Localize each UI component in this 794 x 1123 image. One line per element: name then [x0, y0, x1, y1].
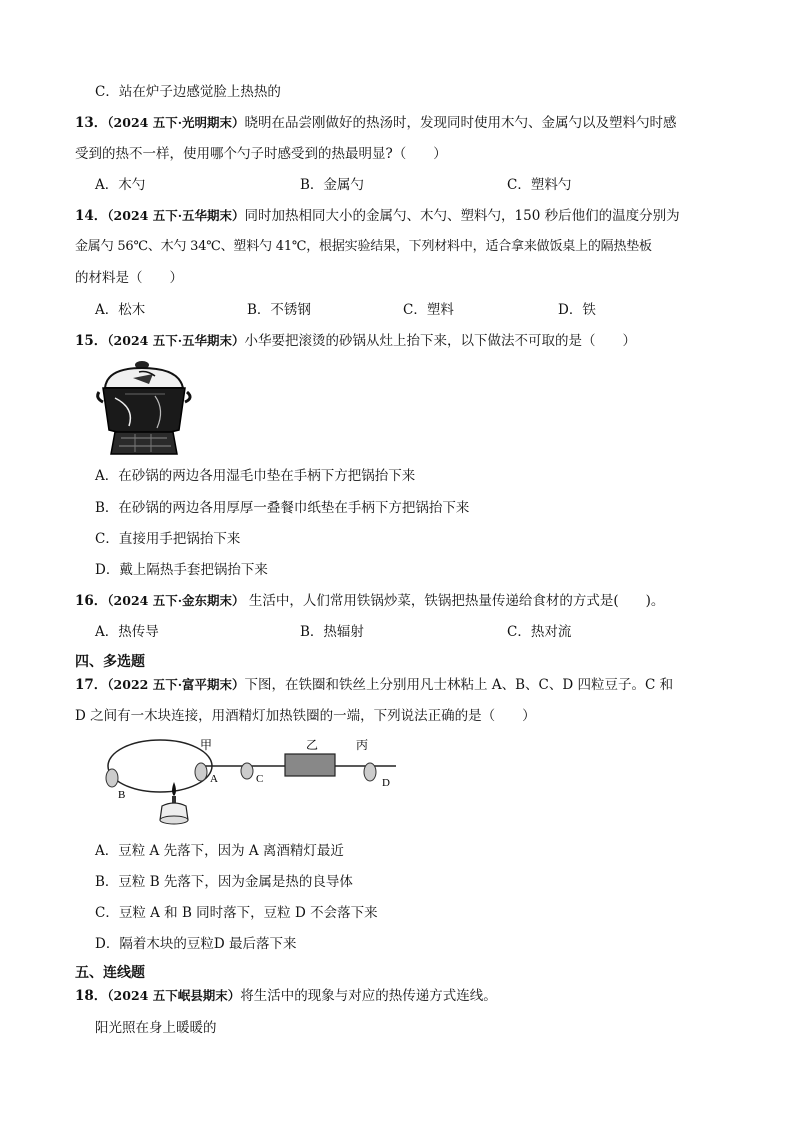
q13-source: （2024 五下·光明期末）: [107, 115, 245, 130]
casserole-pot-image: [95, 358, 195, 456]
q18-number: 18．: [75, 988, 108, 1004]
q14-source: （2024 五下·五华期末）: [107, 208, 245, 223]
bean-b: [106, 769, 118, 787]
q14-stem-line3: 的材料是（ ）: [75, 270, 183, 286]
q18-text: 将生活中的现象与对应的热传递方式连线。: [240, 988, 497, 1004]
q17-option-c: C．豆粒 A 和 B 同时落下，豆粒 D 不会落下来: [95, 905, 378, 921]
label-a: A: [210, 773, 218, 785]
q18-stem: [75, 987, 497, 1005]
q16-text: 生活中，人们常用铁锅炒菜，铁锅把热量传递给食材的方式是( )。: [244, 593, 665, 609]
label-d: D: [382, 777, 390, 789]
q17-stem-line1: [75, 676, 673, 694]
q17-option-a: A．豆粒 A 先落下，因为 A 离酒精灯最近: [95, 843, 344, 859]
q17-source: （2022 五下·富平期末）: [107, 677, 245, 692]
q16-number: 16．: [75, 593, 108, 609]
q17-option-d: D．隔着木块的豆粒D 最后落下来: [95, 936, 297, 952]
q16-option-b: B．热辐射: [300, 624, 364, 640]
label-bing: 丙: [356, 738, 369, 752]
q13-stem-line1: [75, 114, 677, 132]
q15-number: 15．: [75, 333, 108, 349]
q13-stem-line2: 受到的热不一样，使用哪个勺子时感受到的热最明显?（ ）: [75, 146, 447, 162]
q17-number: 17．: [75, 677, 108, 693]
q14-stem-line1: [75, 207, 680, 225]
q18-source: （2024 五下岷县期末）: [107, 988, 241, 1003]
q14-number: 14．: [75, 208, 108, 224]
section-heading-multiple-choice: 四、多选题: [75, 654, 145, 670]
q15-stem: [75, 332, 636, 350]
q14-option-b: B．不锈钢: [247, 302, 311, 318]
q13-number: 13．: [75, 115, 108, 131]
q15-option-b: B．在砂锅的两边各用厚厚一叠餐巾纸垫在手柄下方把锅抬下来: [95, 500, 470, 516]
q17-option-b: B．豆粒 B 先落下，因为金属是热的良导体: [95, 874, 353, 890]
q16-option-c: C．热对流: [507, 624, 572, 640]
q13-option-b: B．金属勺: [300, 177, 364, 193]
label-c: C: [256, 773, 264, 785]
label-jia: 甲: [200, 738, 213, 752]
q18-item-1: 阳光照在身上暖暖的: [95, 1020, 217, 1036]
q14-option-a: A．松木: [95, 302, 146, 318]
iron-ring-wire-diagram: [100, 730, 400, 828]
alcohol-lamp: [160, 782, 188, 824]
bean-a: [195, 763, 207, 781]
q13-option-a: A．木勺: [95, 177, 146, 193]
label-b: B: [118, 789, 126, 801]
q15-text: 小华要把滚烫的砂锅从灶上抬下来，以下做法不可取的是（ ）: [244, 333, 637, 349]
q14-stem-line2: 金属勺 56℃、木勺 34℃、塑料勺 41℃，根据实验结果，下列材料中，适合拿来做饭桌上的隔热垫板: [75, 239, 652, 254]
q16-stem: [75, 592, 664, 610]
q15-option-c: C．直接用手把锅抬下来: [95, 531, 241, 547]
q15-source: （2024 五下·五华期末）: [107, 333, 245, 348]
q16-option-a: A．热传导: [95, 624, 159, 640]
q14-text: 同时加热相同大小的金属勺、木勺、塑料勺，150 秒后他们的温度分别为: [244, 208, 680, 224]
bean-c: [241, 763, 253, 779]
q12-option-c: C．站在炉子边感觉脸上热热的: [95, 84, 281, 100]
label-yi: 乙: [306, 738, 319, 752]
q15-option-a: A．在砂锅的两边各用湿毛巾垫在手柄下方把锅抬下来: [95, 468, 416, 484]
wooden-block: [285, 754, 335, 776]
q17-stem-line2: D 之间有一木块连接，用酒精灯加热铁圈的一端，下列说法正确的是（ ）: [75, 708, 536, 724]
q13-text: 晓明在品尝刚做好的热汤时，发现同时使用木勺、金属勺以及塑料勺时感: [244, 115, 677, 131]
q14-option-c: C．塑料: [403, 302, 454, 318]
q16-source: （2024 五下·金东期末）: [107, 593, 245, 608]
section-heading-matching: 五、连线题: [75, 965, 145, 981]
q15-option-d: D．戴上隔热手套把锅抬下来: [95, 562, 268, 578]
q14-option-d: D．铁: [558, 302, 596, 318]
q13-option-c: C．塑料勺: [507, 177, 572, 193]
q17-text: 下图，在铁圈和铁丝上分别用凡士林粘上 A、B、C、D 四粒豆子。C 和: [244, 677, 674, 693]
bean-d: [364, 763, 376, 781]
